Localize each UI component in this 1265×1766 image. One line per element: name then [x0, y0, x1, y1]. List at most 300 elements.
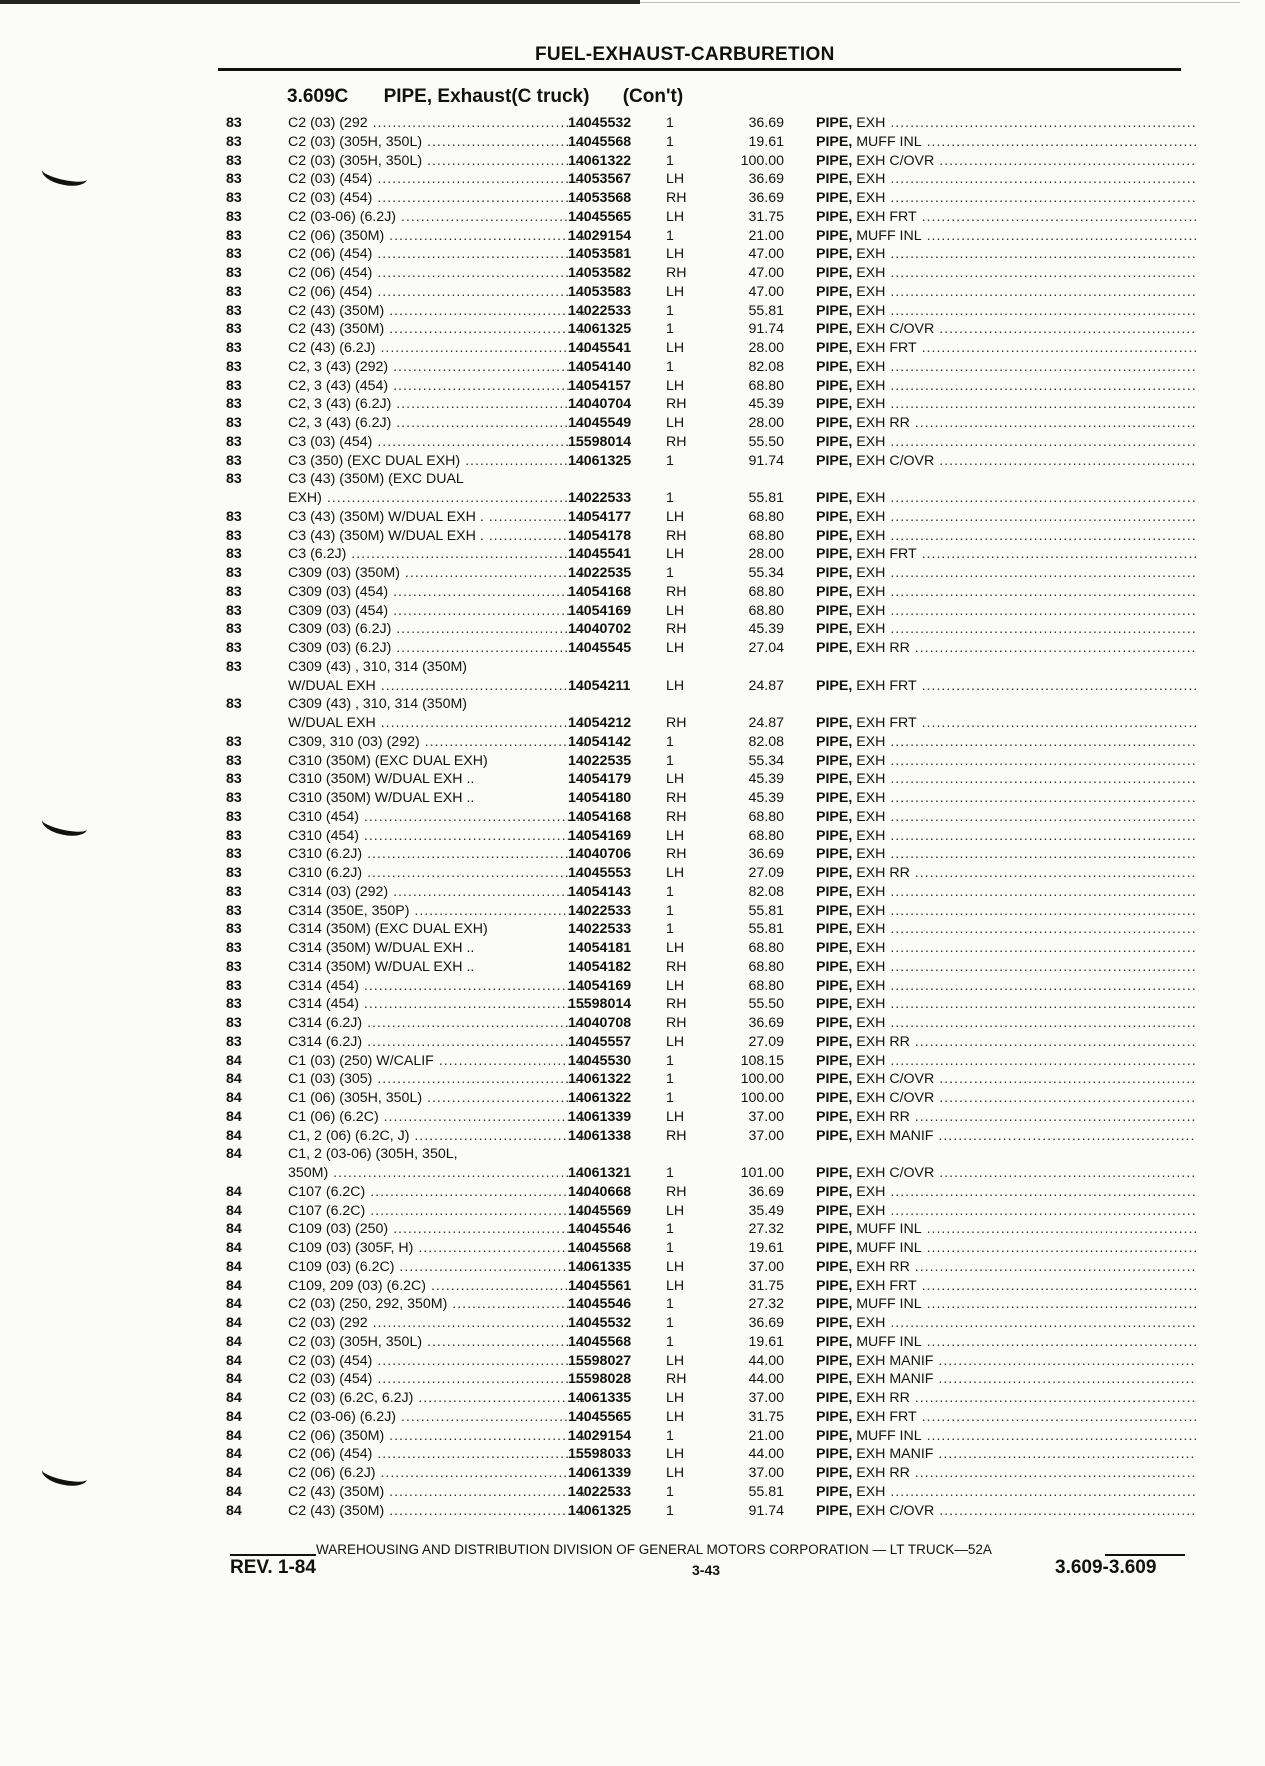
part-row: [226, 227, 1186, 246]
row-price: 28.00: [748, 415, 784, 431]
row-price: 100.00: [740, 1071, 784, 1088]
row-part-name: PIPE, EXH FRT .....: [816, 1277, 1196, 1296]
row-key: 84: [226, 1502, 242, 1519]
part-row: [226, 1408, 1186, 1427]
footer-revision: REV. 1-84: [230, 1557, 316, 1578]
row-application: C310 (350M) W/DUAL EXH ..: [288, 790, 475, 806]
row-key: 83: [226, 658, 242, 675]
row-application: C2 (43) (350M) .....: [288, 1483, 588, 1502]
row-part-number: 14054179: [568, 771, 632, 788]
row-part-number: 14053583: [568, 283, 632, 300]
row-part-name: PIPE, EXH .....: [816, 977, 1196, 996]
row-part-name: PIPE, EXH .....: [816, 395, 1196, 414]
row-price: 24.87: [748, 677, 784, 694]
row-application: C310 (350M) (EXC DUAL EXH): [288, 752, 488, 769]
header-rule: [218, 68, 1181, 71]
row-quantity: 1: [666, 115, 674, 131]
row-key: 83: [226, 508, 242, 525]
row-quantity: RH: [666, 808, 687, 825]
part-row: [226, 377, 1186, 396]
row-part-number: 14045532: [568, 115, 632, 131]
row-quantity: RH: [666, 846, 687, 863]
row-price: 45.39: [748, 771, 784, 788]
row-part-number: 14054177: [568, 508, 632, 525]
part-row: [226, 583, 1186, 602]
row-part-number: 14045553: [568, 865, 632, 881]
row-application: C2 (06) (454) .....: [288, 283, 588, 302]
row-price: 55.81: [748, 490, 784, 506]
part-row: [226, 1145, 1186, 1164]
row-part-name: PIPE, EXH .....: [816, 770, 1196, 789]
row-part-name: PIPE, EXH .....: [816, 358, 1196, 377]
row-quantity: LH: [666, 977, 685, 994]
section-code: 3.609C: [287, 86, 349, 107]
row-quantity: 1: [666, 227, 674, 244]
row-part-name: PIPE, EXH .....: [816, 245, 1196, 264]
row-part-number: 14045561: [568, 1277, 632, 1294]
row-part-name: PIPE, EXH RR .....: [816, 639, 1196, 658]
part-row: [226, 1333, 1186, 1352]
row-part-number: 14054168: [568, 808, 632, 825]
part-row: [226, 789, 1186, 808]
row-part-number: 14045545: [568, 640, 632, 656]
row-key: 84: [226, 1127, 242, 1144]
row-application: C2 (43) (6.2J) .....: [288, 339, 588, 358]
row-price: 55.81: [748, 902, 784, 919]
row-part-number: 14054143: [568, 883, 632, 900]
row-part-number: 14029154: [568, 1427, 632, 1444]
row-part-number: 14053581: [568, 246, 632, 263]
row-price: 68.80: [748, 808, 784, 825]
row-price: 68.80: [748, 602, 784, 619]
row-part-name: PIPE, EXH .....: [816, 564, 1196, 583]
row-price: 68.80: [748, 583, 784, 600]
part-row: [226, 1089, 1186, 1108]
row-part-name: PIPE, EXH .....: [816, 845, 1196, 864]
row-part-number: 14040708: [568, 1015, 632, 1031]
row-price: 27.04: [748, 640, 784, 656]
part-row: [226, 752, 1186, 771]
row-key: 83: [226, 940, 242, 956]
row-price: 82.08: [748, 358, 784, 375]
row-price: 55.50: [748, 996, 784, 1013]
row-price: 91.74: [748, 1502, 784, 1519]
row-key: 83: [226, 827, 242, 844]
part-row: [226, 170, 1186, 189]
row-part-name: PIPE, EXH .....: [816, 1183, 1196, 1202]
row-application: C310 (6.2J) .....: [288, 845, 588, 864]
row-part-name: PIPE, EXH FRT .....: [816, 714, 1196, 733]
part-row: [226, 1295, 1186, 1314]
row-part-number: 15598028: [568, 1371, 632, 1388]
row-quantity: RH: [666, 958, 687, 975]
part-row: [226, 827, 1186, 846]
row-quantity: 1: [666, 1296, 674, 1313]
row-part-number: 14054157: [568, 377, 632, 394]
row-quantity: 1: [666, 1483, 674, 1500]
row-part-number: 14022533: [568, 921, 632, 938]
row-quantity: RH: [666, 621, 687, 638]
row-part-number: 14045565: [568, 1408, 632, 1425]
row-part-name: PIPE, EXH RR .....: [816, 1258, 1196, 1277]
part-row: [226, 770, 1186, 789]
row-price: 45.39: [748, 621, 784, 638]
section-heading: [287, 86, 683, 108]
row-application: C3 (6.2J) .....: [288, 545, 588, 564]
row-part-number: 14045568: [568, 133, 632, 150]
row-part-number: 14054180: [568, 790, 632, 806]
part-row: [226, 808, 1186, 827]
row-key: 83: [226, 771, 242, 788]
row-part-number: 14053567: [568, 171, 632, 188]
row-part-name: PIPE, EXH C/OVR .....: [816, 320, 1196, 339]
row-key: 83: [226, 752, 242, 769]
part-row: [226, 452, 1186, 471]
part-row: [226, 1502, 1186, 1521]
row-quantity: RH: [666, 996, 687, 1013]
part-row: [226, 845, 1186, 864]
row-quantity: LH: [666, 827, 685, 844]
row-application: C109 (03) (250) .....: [288, 1220, 588, 1239]
row-price: 36.69: [748, 115, 784, 131]
row-part-number: 14040704: [568, 396, 632, 413]
part-row: [226, 508, 1186, 527]
row-part-number: 14061325: [568, 452, 632, 469]
row-part-number: 14045557: [568, 1033, 632, 1050]
part-row: [226, 283, 1186, 302]
row-key: 83: [226, 808, 242, 825]
row-part-name: PIPE, EXH .....: [816, 620, 1196, 639]
row-part-name: PIPE, EXH .....: [816, 733, 1196, 752]
row-key: 83: [226, 340, 242, 356]
row-key: 83: [226, 921, 242, 938]
row-application: C107 (6.2C) .....: [288, 1202, 588, 1221]
row-key: 84: [226, 1052, 242, 1069]
row-price: 36.69: [748, 1015, 784, 1031]
row-key: 84: [226, 1108, 242, 1125]
part-row: [226, 1277, 1186, 1296]
row-part-name: PIPE, EXH .....: [816, 920, 1196, 939]
row-part-name: PIPE, EXH C/OVR .....: [816, 1502, 1196, 1521]
row-application: C2 (03) (454) .....: [288, 189, 588, 208]
row-key: 83: [226, 115, 242, 131]
row-quantity: 1: [666, 1315, 674, 1331]
row-part-number: 15598014: [568, 996, 632, 1013]
part-row: [226, 1258, 1186, 1277]
part-row: [226, 114, 1186, 133]
part-row: [226, 1164, 1186, 1183]
row-part-name: PIPE, EXH .....: [816, 527, 1196, 546]
row-key: 83: [226, 790, 242, 806]
row-key: 83: [226, 265, 242, 281]
row-part-name: PIPE, EXH .....: [816, 170, 1196, 189]
row-quantity: LH: [666, 771, 685, 788]
row-part-name: PIPE, EXH .....: [816, 377, 1196, 396]
row-part-name: PIPE, EXH .....: [816, 1483, 1196, 1502]
row-application: C314 (350M) W/DUAL EXH ..: [288, 940, 475, 956]
row-part-name: PIPE, EXH RR .....: [816, 1033, 1196, 1052]
row-quantity: LH: [666, 340, 685, 356]
row-quantity: LH: [666, 677, 685, 694]
row-quantity: LH: [666, 940, 685, 956]
row-application: C309 (43) , 310, 314 (350M): [288, 696, 468, 713]
row-quantity: LH: [666, 640, 685, 656]
row-application: C314 (6.2J) .....: [288, 1014, 588, 1033]
row-part-number: 14053568: [568, 190, 632, 206]
row-quantity: RH: [666, 265, 687, 281]
row-part-name: PIPE, EXH .....: [816, 789, 1196, 808]
part-row: [226, 620, 1186, 639]
row-quantity: LH: [666, 377, 685, 394]
row-application: C2, 3 (43) (6.2J) .....: [288, 414, 588, 433]
row-part-number: 14045546: [568, 1296, 632, 1313]
row-price: 101.00: [740, 1165, 784, 1181]
row-key: 83: [226, 602, 242, 619]
row-part-name: PIPE, EXH .....: [816, 939, 1196, 958]
row-part-name: PIPE, EXH FRT .....: [816, 208, 1196, 227]
row-part-name: PIPE, EXH .....: [816, 752, 1196, 771]
row-key: 83: [226, 640, 242, 656]
part-row: [226, 714, 1186, 733]
row-part-number: 14061322: [568, 1071, 632, 1088]
row-application: C2 (03) (292 .....: [288, 114, 588, 133]
row-price: 44.00: [748, 1371, 784, 1388]
parts-list: [226, 114, 1186, 1520]
part-row: [226, 395, 1186, 414]
row-part-name: PIPE, EXH C/OVR .....: [816, 152, 1196, 171]
row-part-name: PIPE, MUFF INL .....: [816, 1220, 1196, 1239]
row-application: C2 (06) (350M) .....: [288, 227, 588, 246]
row-application: C1 (06) (6.2C) .....: [288, 1108, 588, 1127]
row-quantity: 1: [666, 883, 674, 900]
part-row: [226, 1183, 1186, 1202]
row-quantity: LH: [666, 1202, 685, 1219]
row-price: 31.75: [748, 1277, 784, 1294]
part-row: [226, 883, 1186, 902]
row-key: 83: [226, 433, 242, 450]
row-part-name: PIPE, EXH .....: [816, 1052, 1196, 1071]
row-application: C3 (03) (454) .....: [288, 433, 588, 452]
part-row: [226, 958, 1186, 977]
top-edge-rule-faint: [640, 2, 1240, 3]
part-row: [226, 639, 1186, 658]
row-application: C1, 2 (06) (6.2C, J) .....: [288, 1127, 588, 1146]
row-part-name: PIPE, EXH .....: [816, 958, 1196, 977]
row-application: C309 (03) (454) .....: [288, 602, 588, 621]
row-quantity: 1: [666, 1333, 674, 1350]
part-row: [226, 1220, 1186, 1239]
row-application: C309 (03) (350M) .....: [288, 564, 588, 583]
row-application: C1, 2 (03-06) (305H, 350L,: [288, 1146, 458, 1163]
row-price: 100.00: [740, 1090, 784, 1106]
row-price: 68.80: [748, 940, 784, 956]
part-row: [226, 264, 1186, 283]
row-part-name: PIPE, EXH .....: [816, 883, 1196, 902]
row-key: 84: [226, 1465, 242, 1481]
row-application: C109 (03) (305F, H) .....: [288, 1239, 588, 1258]
row-application: W/DUAL EXH .....: [288, 677, 588, 696]
row-application: EXH) .....: [288, 489, 588, 508]
row-key: 84: [226, 1333, 242, 1350]
row-price: 24.87: [748, 715, 784, 731]
footer-page-number: 3-43: [692, 1562, 721, 1578]
part-row: [226, 1108, 1186, 1127]
row-price: 82.08: [748, 733, 784, 750]
top-edge-rule: [0, 0, 640, 4]
row-quantity: 1: [666, 1090, 674, 1106]
row-key: 84: [226, 1315, 242, 1331]
row-key: 83: [226, 227, 242, 244]
part-row: [226, 1127, 1186, 1146]
row-part-number: 14022533: [568, 902, 632, 919]
row-price: 19.61: [748, 1240, 784, 1256]
row-part-number: 14045546: [568, 1221, 632, 1238]
row-application: C314 (350E, 350P) .....: [288, 902, 588, 921]
row-part-number: 14054169: [568, 602, 632, 619]
row-quantity: LH: [666, 546, 685, 563]
row-part-number: 14045549: [568, 415, 632, 431]
part-row: [226, 864, 1186, 883]
row-part-number: 14061322: [568, 152, 632, 169]
row-price: 55.34: [748, 565, 784, 581]
row-price: 37.00: [748, 1465, 784, 1481]
part-row: [226, 1070, 1186, 1089]
row-part-number: 14045532: [568, 1315, 632, 1331]
row-quantity: RH: [666, 1015, 687, 1031]
row-key: 84: [226, 1446, 242, 1463]
row-quantity: 1: [666, 733, 674, 750]
row-application: C2 (03) (305H, 350L) .....: [288, 152, 588, 171]
row-part-name: PIPE, MUFF INL .....: [816, 1239, 1196, 1258]
row-quantity: LH: [666, 171, 685, 188]
row-price: 68.80: [748, 508, 784, 525]
row-application: C2 (03) (454) .....: [288, 170, 588, 189]
part-row: [226, 564, 1186, 583]
row-quantity: LH: [666, 1033, 685, 1050]
row-quantity: 1: [666, 902, 674, 919]
row-quantity: LH: [666, 865, 685, 881]
row-part-number: 14054212: [568, 715, 632, 731]
part-row: [226, 339, 1186, 358]
row-part-name: PIPE, EXH .....: [816, 189, 1196, 208]
row-application: C1 (06) (305H, 350L) .....: [288, 1089, 588, 1108]
row-quantity: RH: [666, 583, 687, 600]
row-price: 21.00: [748, 227, 784, 244]
row-application: C314 (6.2J) .....: [288, 1033, 588, 1052]
row-application: C2 (03) (250, 292, 350M) .....: [288, 1295, 588, 1314]
row-part-name: PIPE, EXH FRT .....: [816, 677, 1196, 696]
row-part-number: 14045568: [568, 1333, 632, 1350]
part-row: [226, 208, 1186, 227]
row-key: 83: [226, 246, 242, 263]
row-part-name: PIPE, EXH .....: [816, 827, 1196, 846]
row-part-name: PIPE, EXH .....: [816, 902, 1196, 921]
row-price: 55.81: [748, 1483, 784, 1500]
row-part-number: 14045568: [568, 1240, 632, 1256]
part-row: [226, 695, 1186, 714]
row-application: C310 (6.2J) .....: [288, 864, 588, 883]
row-key: 84: [226, 1296, 242, 1313]
row-part-number: 14061339: [568, 1108, 632, 1125]
part-row: [226, 414, 1186, 433]
row-part-number: 14054178: [568, 527, 632, 544]
row-key: 84: [226, 1483, 242, 1500]
row-quantity: 1: [666, 152, 674, 169]
row-quantity: 1: [666, 490, 674, 506]
row-part-name: PIPE, EXH .....: [816, 1014, 1196, 1033]
row-part-number: 14054182: [568, 958, 632, 975]
row-application: C314 (350M) W/DUAL EXH ..: [288, 958, 475, 975]
row-part-name: PIPE, EXH RR .....: [816, 864, 1196, 883]
row-quantity: 1: [666, 1071, 674, 1088]
row-part-number: 14061325: [568, 321, 632, 338]
binder-hole-mark: [40, 1455, 90, 1489]
row-quantity: RH: [666, 433, 687, 450]
row-part-number: 14022533: [568, 490, 632, 506]
part-row: [226, 1239, 1186, 1258]
row-price: 36.69: [748, 846, 784, 863]
row-part-name: PIPE, EXH .....: [816, 808, 1196, 827]
row-part-number: 14054169: [568, 977, 632, 994]
row-part-name: PIPE, EXH C/OVR .....: [816, 452, 1196, 471]
row-quantity: 1: [666, 452, 674, 469]
row-part-name: PIPE, EXH .....: [816, 114, 1196, 133]
row-quantity: RH: [666, 1127, 687, 1144]
row-price: 108.15: [740, 1052, 784, 1069]
row-application: C309 (03) (6.2J) .....: [288, 639, 588, 658]
row-key: 83: [226, 190, 242, 206]
row-part-name: PIPE, EXH RR .....: [816, 1108, 1196, 1127]
row-part-number: 14040706: [568, 846, 632, 863]
part-row: [226, 1427, 1186, 1446]
row-price: 27.32: [748, 1296, 784, 1313]
row-key: 83: [226, 996, 242, 1013]
row-quantity: LH: [666, 1446, 685, 1463]
row-key: 83: [226, 977, 242, 994]
part-row: [226, 152, 1186, 171]
binder-hole-mark: [40, 155, 90, 189]
row-key: 83: [226, 565, 242, 581]
row-quantity: RH: [666, 396, 687, 413]
row-price: 37.00: [748, 1127, 784, 1144]
row-application: C3 (43) (350M) (EXC DUAL: [288, 471, 464, 488]
part-row: [226, 133, 1186, 152]
row-application: C2 (06) (454) .....: [288, 245, 588, 264]
row-key: 84: [226, 1352, 242, 1369]
row-application: C2 (03) (454) .....: [288, 1352, 588, 1371]
row-price: 28.00: [748, 546, 784, 563]
row-quantity: RH: [666, 1371, 687, 1388]
row-quantity: LH: [666, 1277, 685, 1294]
row-price: 31.75: [748, 1408, 784, 1425]
part-row: [226, 489, 1186, 508]
row-application: W/DUAL EXH .....: [288, 714, 588, 733]
row-quantity: LH: [666, 1108, 685, 1125]
row-price: 55.34: [748, 752, 784, 769]
part-row: [226, 602, 1186, 621]
row-part-name: PIPE, EXH .....: [816, 602, 1196, 621]
row-part-number: 14061335: [568, 1390, 632, 1406]
row-quantity: LH: [666, 1465, 685, 1481]
row-price: 36.69: [748, 1315, 784, 1331]
row-price: 100.00: [740, 152, 784, 169]
row-part-name: PIPE, MUFF INL .....: [816, 1295, 1196, 1314]
row-application: C3 (43) (350M) W/DUAL EXH . .....: [288, 527, 588, 546]
row-price: 19.61: [748, 133, 784, 150]
part-row: [226, 1033, 1186, 1052]
part-row: [226, 1314, 1186, 1333]
footer-division-text: WAREHOUSING AND DISTRIBUTION DIVISION OF GENERAL MOTORS CORPORATION — LT TRUCK—52A: [316, 1542, 992, 1557]
